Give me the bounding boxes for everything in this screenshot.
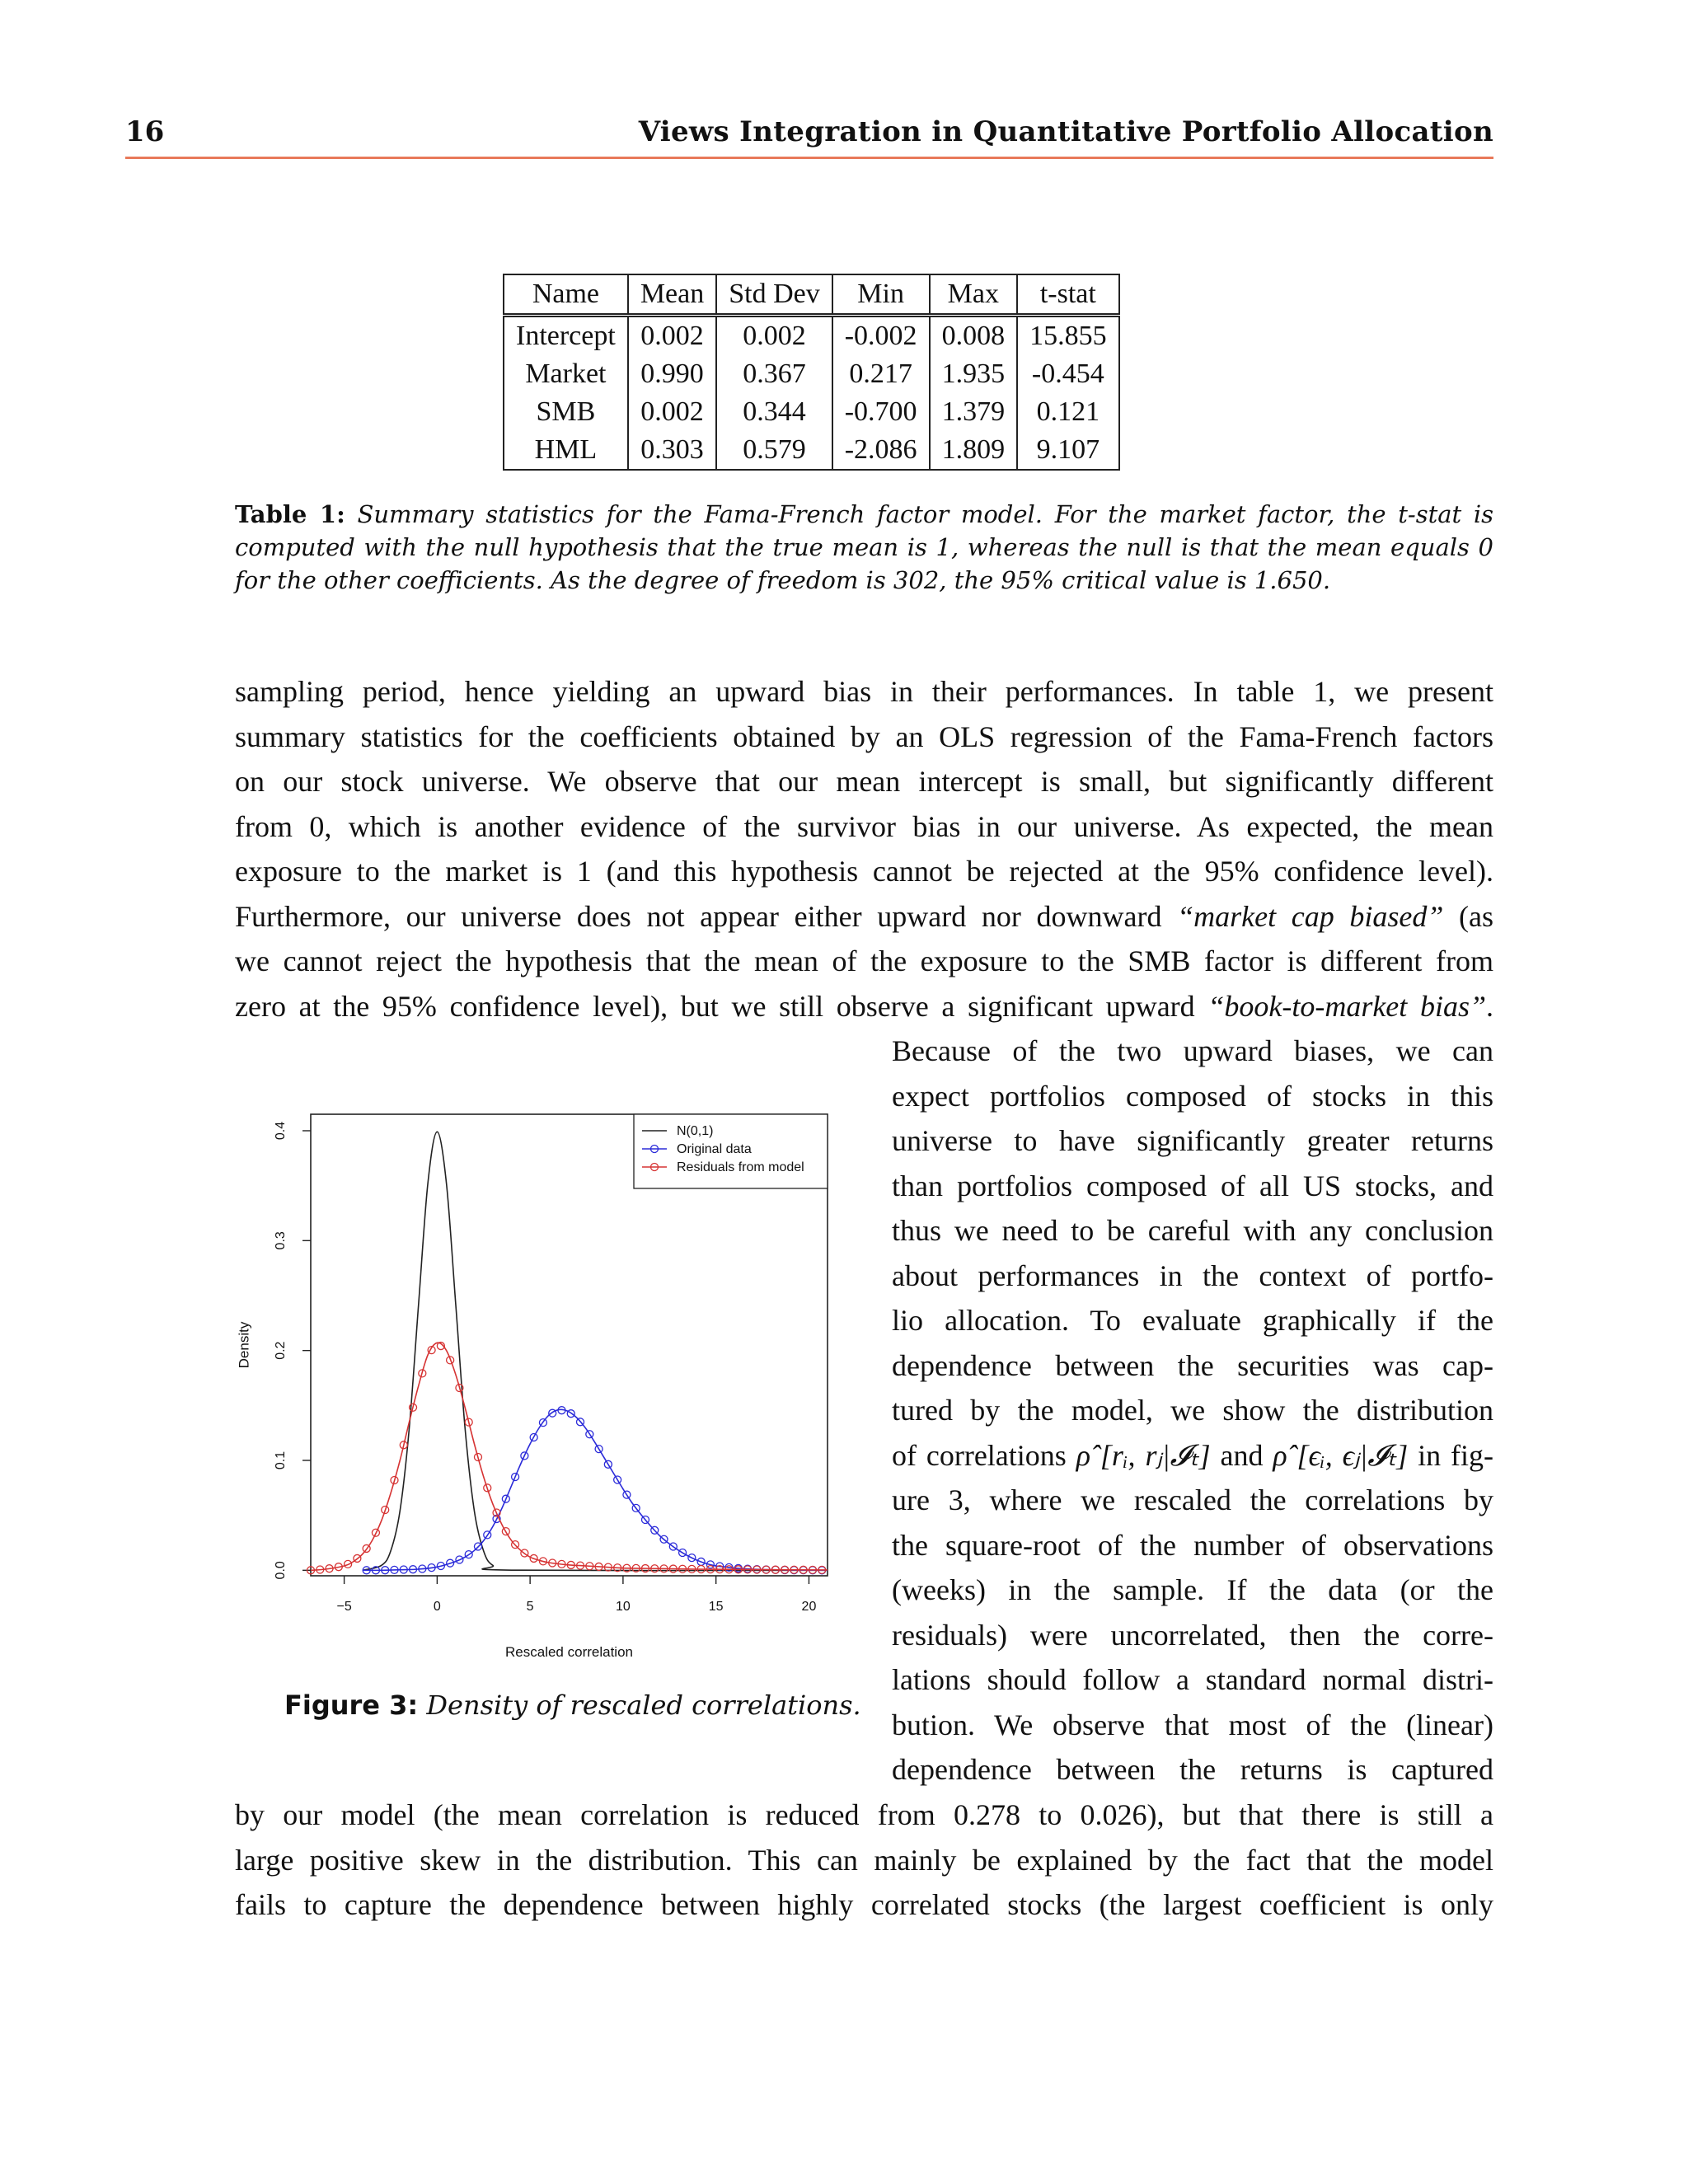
body-line: from 0, which is another evidence of the survivor bias in our universe. As expected, the mean — [235, 809, 1493, 843]
column-header: Max — [930, 274, 1018, 316]
body-line: summary statistics for the coefficients obtained by an OLS regression of the Fama-French factors — [235, 719, 1493, 753]
table-header-row — [504, 274, 1119, 316]
body-line: dependence between the securities was cap- — [892, 1348, 1493, 1382]
table-cell: 0.367 — [716, 355, 832, 393]
table-cell: 0.990 — [628, 355, 716, 393]
table-row — [504, 393, 1119, 431]
italic-phrase: “market cap biased” — [1177, 899, 1444, 933]
body-line — [892, 1433, 1493, 1479]
table-cell: HML — [504, 431, 628, 470]
body-line: sampling period, hence yielding an upward bias in their performances. In table 1, we present — [235, 675, 1493, 708]
column-header: Mean — [628, 274, 716, 316]
x-axis-label: Rescaled correlation — [505, 1644, 633, 1660]
summary-statistics-table — [503, 274, 1120, 471]
body-line — [235, 984, 1493, 1029]
body-line: on our stock universe. We observe that our mean intercept is small, but significantly different — [235, 765, 1493, 798]
body-text: . — [1486, 989, 1493, 1023]
body-line: bution. We observe that most of the (linear) — [892, 1708, 1493, 1741]
series-line-1 — [363, 1409, 828, 1570]
body-line: than portfolios composed of all US stocks, and — [892, 1169, 1493, 1202]
table-cell: Intercept — [504, 316, 628, 356]
figure-caption-label: Figure 3: — [284, 1690, 419, 1721]
page-header — [125, 115, 1493, 155]
figure-caption — [284, 1690, 861, 1721]
table-cell: 0.121 — [1017, 393, 1119, 431]
density-chart — [231, 1088, 841, 1665]
y-tick-label: 0.1 — [274, 1451, 288, 1470]
table-cell: Market — [504, 355, 628, 393]
body-line: universe to have significantly greater returns — [892, 1124, 1493, 1157]
y-tick-label: 0.3 — [274, 1231, 288, 1250]
y-tick-label: 0.2 — [274, 1341, 288, 1360]
table-cell: 9.107 — [1017, 431, 1119, 470]
x-tick-label: 5 — [526, 1600, 534, 1614]
table-cell: 0.579 — [716, 431, 832, 470]
running-title: Views Integration in Quantitative Portfolio Allocation — [638, 115, 1493, 148]
table-caption-text: Summary statistics for the Fama-French factor model. For the market factor, the t-stat is computed with the null hypothesis that the true mean is 1, whereas the null is that the mean equals 0 for the other coefficients. As the degree of freedom is 302, the 95% critical value is 1.650. — [235, 500, 1494, 594]
x-tick-label: 15 — [708, 1600, 724, 1614]
body-line — [235, 894, 1493, 940]
legend-label: Original data — [677, 1142, 752, 1156]
body-paragraph-bottom — [235, 1793, 1493, 1928]
table-row — [504, 355, 1119, 393]
table-cell: 0.002 — [716, 316, 832, 356]
column-header: Name — [504, 274, 628, 316]
table-cell: -0.700 — [832, 393, 930, 431]
body-line: about performances in the context of portfo- — [892, 1258, 1493, 1292]
table-cell: 15.855 — [1017, 316, 1119, 356]
body-line: large positive skew in the distribution. This can mainly be explained by the fact that the model — [235, 1843, 1493, 1877]
body-line: expect portfolios composed of stocks in this — [892, 1079, 1493, 1113]
table-cell: 0.002 — [628, 316, 716, 356]
body-text: and — [1220, 1438, 1264, 1472]
math-correlation-residuals: ρ̂ [ϵᵢ, ϵⱼ|𝓘ₜ] — [1273, 1438, 1409, 1472]
table-cell: 1.935 — [930, 355, 1018, 393]
table-cell: 0.344 — [716, 393, 832, 431]
table-caption — [235, 498, 1493, 597]
x-tick-label: 10 — [616, 1600, 631, 1614]
body-line: (weeks) in the sample. If the data (or the — [892, 1573, 1493, 1606]
body-line: thus we need to be careful with any conclusion — [892, 1214, 1493, 1247]
body-line: fails to capture the dependence between highly correlated stocks (the largest coefficient is only — [235, 1888, 1493, 1921]
table-row — [504, 316, 1119, 356]
body-line: dependence between the returns is captured — [892, 1753, 1493, 1786]
body-line: Because of the two upward biases, we can — [892, 1034, 1493, 1067]
table-caption-label: Table 1: — [235, 500, 345, 528]
series-line-0 — [363, 1132, 828, 1570]
italic-phrase: “book-to-market bias” — [1207, 989, 1486, 1023]
body-line: lations should follow a standard normal distri- — [892, 1663, 1493, 1696]
column-header: Min — [832, 274, 930, 316]
x-tick-label: 20 — [801, 1600, 817, 1614]
body-line: we cannot reject the hypothesis that the mean of the exposure to the SMB factor is different from — [235, 944, 1493, 977]
body-text: of correlations — [892, 1438, 1067, 1472]
body-line: lio allocation. To evaluate graphically if the — [892, 1304, 1493, 1337]
table-cell: 0.303 — [628, 431, 716, 470]
body-line: by our model (the mean correlation is reduced from 0.278 to 0.026), but that there is still a — [235, 1798, 1493, 1831]
body-paragraph-right — [892, 1029, 1493, 1793]
table-cell: -0.002 — [832, 316, 930, 356]
body-line: ure 3, where we rescaled the correlations by — [892, 1483, 1493, 1516]
table-row — [504, 431, 1119, 470]
body-line: the square-root of the number of observations — [892, 1528, 1493, 1562]
body-line: tured by the model, we show the distribution — [892, 1394, 1493, 1427]
column-header: Std Dev — [716, 274, 832, 316]
legend-label: N(0,1) — [677, 1124, 714, 1138]
body-line: residuals) were uncorrelated, then the corre- — [892, 1618, 1493, 1652]
math-correlation-returns: ρ̂ [rᵢ, rⱼ|𝓘ₜ] — [1076, 1438, 1211, 1472]
page-number: 16 — [125, 115, 165, 148]
table-cell: -2.086 — [832, 431, 930, 470]
table-cell: 1.379 — [930, 393, 1018, 431]
body-line: exposure to the market is 1 (and this hypothesis cannot be rejected at the 95% confidence level). — [235, 855, 1493, 888]
x-tick-label: −5 — [336, 1600, 352, 1614]
body-paragraph-main — [235, 669, 1493, 1029]
body-text: (as — [1443, 899, 1494, 933]
y-tick-label: 0.0 — [274, 1561, 288, 1580]
table-cell: 0.008 — [930, 316, 1018, 356]
body-text: zero at the 95% confidence level), but we still observe a significant upward — [235, 989, 1195, 1023]
body-text: Furthermore, our universe does not appear either upward nor downward — [235, 899, 1162, 933]
figure-caption-text: Density of rescaled correlations. — [426, 1690, 861, 1721]
column-header: t-stat — [1017, 274, 1119, 316]
header-rule — [125, 157, 1493, 159]
body-text: in fig- — [1418, 1438, 1494, 1472]
table-cell: 0.217 — [832, 355, 930, 393]
table-cell: 1.809 — [930, 431, 1018, 470]
y-axis-label: Density — [236, 1321, 252, 1369]
table-cell: -0.454 — [1017, 355, 1119, 393]
series-line-2 — [311, 1343, 828, 1570]
legend-label: Residuals from model — [677, 1160, 804, 1174]
x-tick-label: 0 — [433, 1600, 441, 1614]
table-cell: SMB — [504, 393, 628, 431]
table-cell: 0.002 — [628, 393, 716, 431]
y-tick-label: 0.4 — [274, 1121, 288, 1141]
